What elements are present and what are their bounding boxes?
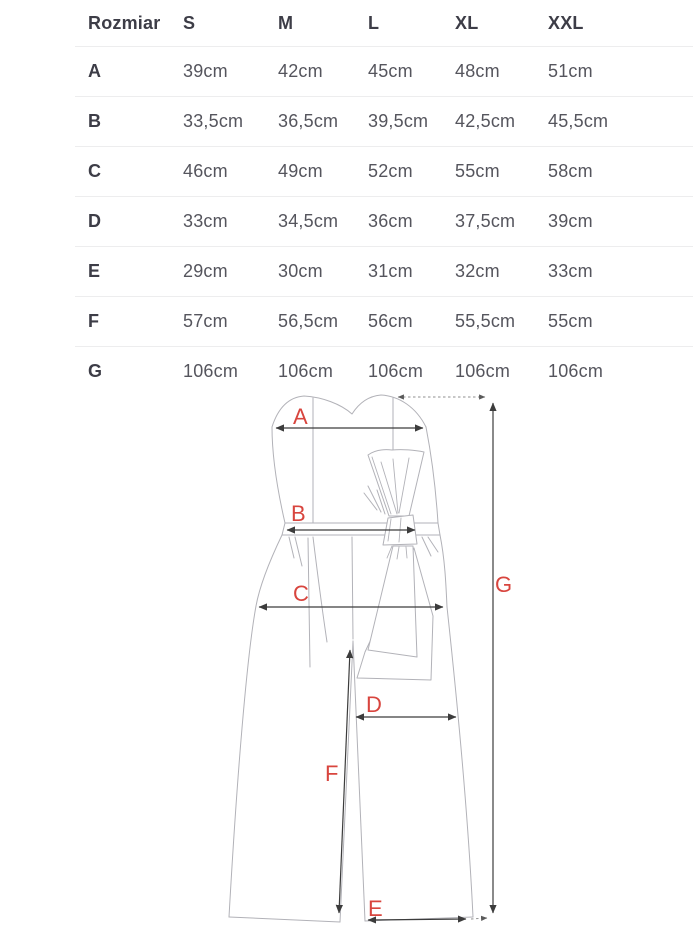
column-header-xxl: XXL <box>548 12 584 33</box>
sash-tail-front <box>368 546 417 657</box>
row-label: E <box>88 261 101 281</box>
label-e: E <box>368 896 383 921</box>
sash-bow-loop <box>368 450 424 516</box>
size-value: 33cm <box>548 261 593 281</box>
size-value: 36,5cm <box>278 111 339 131</box>
size-value: 36cm <box>368 211 413 231</box>
pants-left-hem <box>229 917 340 922</box>
row-label: C <box>88 161 102 181</box>
pants-right-inner <box>353 641 365 921</box>
size-value: 33,5cm <box>183 111 244 131</box>
row-label: B <box>88 111 102 131</box>
size-value: 57cm <box>183 311 228 331</box>
size-value: 106cm <box>455 361 511 381</box>
pants-left-inner <box>340 641 353 922</box>
column-header-xl: XL <box>455 12 479 33</box>
label-b: B <box>291 501 306 526</box>
column-header-l: L <box>368 12 380 33</box>
size-value: 39cm <box>183 61 228 81</box>
size-value: 51cm <box>548 61 593 81</box>
size-value: 42,5cm <box>455 111 516 131</box>
size-value: 49cm <box>278 161 323 181</box>
size-value: 56,5cm <box>278 311 339 331</box>
size-value: 39,5cm <box>368 111 429 131</box>
size-value: 39cm <box>548 211 593 231</box>
size-value: 55cm <box>455 161 500 181</box>
size-value: 106cm <box>548 361 604 381</box>
left-leg-crease-2 <box>313 537 327 642</box>
label-d: D <box>366 692 382 717</box>
size-value: 37,5cm <box>455 211 516 231</box>
waistband <box>282 523 440 535</box>
label-c: C <box>293 581 309 606</box>
size-value: 48cm <box>455 61 500 81</box>
bodice-right-side <box>426 427 438 523</box>
row-label: G <box>88 361 103 381</box>
row-label: A <box>88 61 102 81</box>
dimension-arrow-f <box>339 650 350 913</box>
column-header-rozmiar: Rozmiar <box>88 12 161 33</box>
row-label: D <box>88 211 102 231</box>
size-value: 42cm <box>278 61 323 81</box>
garment-outline <box>229 395 473 922</box>
size-value: 106cm <box>183 361 239 381</box>
dashed-bottom-reference <box>471 918 487 919</box>
size-value: 29cm <box>183 261 228 281</box>
size-value: 30cm <box>278 261 323 281</box>
column-header-s: S <box>183 12 196 33</box>
dimension-arrow-e <box>368 919 466 920</box>
bodice-left-side <box>272 427 285 523</box>
size-value: 34,5cm <box>278 211 339 231</box>
waist-gathers-right <box>422 537 438 556</box>
size-value: 46cm <box>183 161 228 181</box>
size-value: 52cm <box>368 161 413 181</box>
size-value: 33cm <box>183 211 228 231</box>
pants-left-outer <box>229 535 282 917</box>
pants-center-front <box>352 537 353 639</box>
size-value: 45,5cm <box>548 111 609 131</box>
size-value: 106cm <box>368 361 424 381</box>
column-header-m: M <box>278 12 294 33</box>
size-value: 55cm <box>548 311 593 331</box>
label-f: F <box>325 761 339 786</box>
label-a: A <box>293 404 308 429</box>
row-label: F <box>88 311 100 331</box>
size-value: 32cm <box>455 261 500 281</box>
size-value: 55,5cm <box>455 311 516 331</box>
size-value: 106cm <box>278 361 334 381</box>
waist-gathers-left <box>289 537 302 566</box>
pants-right-outer <box>440 535 473 917</box>
size-value: 31cm <box>368 261 413 281</box>
label-g: G <box>495 572 513 597</box>
size-value: 45cm <box>368 61 413 81</box>
size-value: 56cm <box>368 311 413 331</box>
size-value: 58cm <box>548 161 593 181</box>
